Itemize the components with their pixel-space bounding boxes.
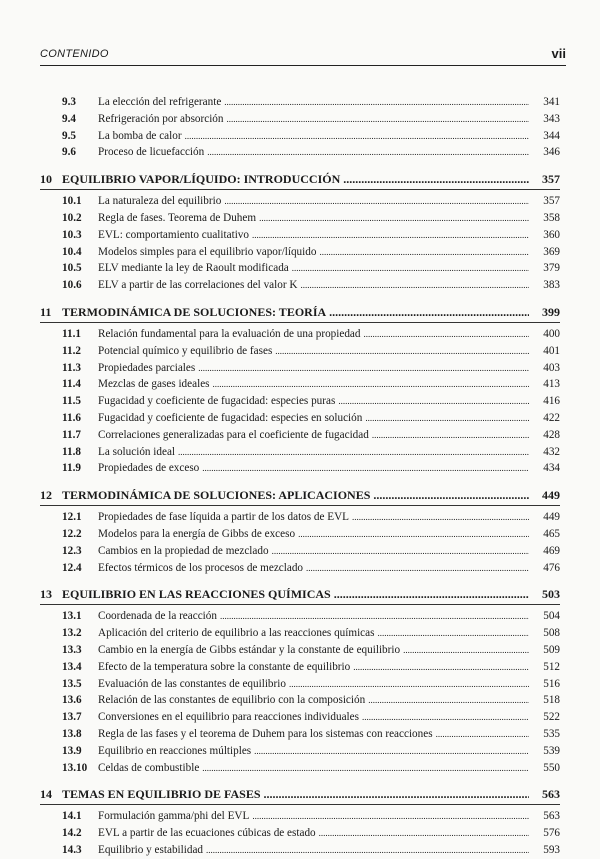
entry-page: 469 bbox=[543, 544, 560, 557]
dot-leader bbox=[198, 360, 529, 377]
toc-entry bbox=[40, 509, 560, 526]
entry-page: 358 bbox=[543, 211, 560, 224]
entry-number: 11.6 bbox=[62, 411, 81, 424]
toc-entry bbox=[40, 726, 560, 743]
chapter-rule bbox=[40, 804, 560, 805]
entry-page: 360 bbox=[543, 228, 560, 241]
dot-leader bbox=[334, 585, 529, 603]
entry-page: 539 bbox=[543, 744, 560, 757]
dot-leader bbox=[254, 743, 529, 760]
entry-number: 13.3 bbox=[62, 643, 82, 656]
chapter-page: 399 bbox=[542, 304, 560, 319]
entry-title: Propiedades de exceso bbox=[98, 462, 200, 475]
entry-title: ELV mediante la ley de Raoult modificada bbox=[98, 262, 289, 275]
entry-number: 14.2 bbox=[62, 827, 82, 840]
chapter-heading bbox=[40, 170, 560, 188]
entry-page: 508 bbox=[543, 627, 560, 640]
entry-number: 11.8 bbox=[62, 445, 81, 458]
entry-page: 344 bbox=[543, 129, 560, 142]
dot-leader bbox=[377, 625, 529, 642]
toc-entry bbox=[40, 543, 560, 560]
toc-entry bbox=[40, 128, 560, 145]
chapter-gap bbox=[40, 294, 560, 303]
entry-title: Relación de las constantes de equilibrio con la composición bbox=[98, 694, 366, 707]
dot-leader bbox=[289, 676, 529, 693]
toc-entry bbox=[40, 244, 560, 261]
entry-page: 504 bbox=[543, 610, 560, 623]
dot-leader bbox=[329, 303, 529, 321]
entry-title: Equilibrio y estabilidad bbox=[98, 843, 204, 856]
toc-entry bbox=[40, 210, 560, 227]
entry-page: 369 bbox=[543, 245, 560, 258]
toc-entry bbox=[40, 376, 560, 393]
toc-entry bbox=[40, 659, 560, 676]
entry-page: 518 bbox=[543, 694, 560, 707]
entry-page: 383 bbox=[543, 279, 560, 292]
entry-page: 535 bbox=[543, 727, 560, 740]
dot-leader bbox=[275, 343, 529, 360]
chapter-block bbox=[40, 585, 560, 776]
chapter-gap bbox=[40, 477, 560, 486]
entry-number: 14.1 bbox=[62, 810, 82, 823]
entry-title: Equilibrio en reacciones múltiples bbox=[98, 744, 252, 757]
entry-number: 13.4 bbox=[62, 660, 82, 673]
toc-entry bbox=[40, 343, 560, 360]
chapter-rule bbox=[40, 505, 560, 506]
dot-leader bbox=[363, 326, 529, 343]
chapter-gap bbox=[40, 776, 560, 785]
chapter-gap bbox=[40, 576, 560, 585]
entry-number: 13.7 bbox=[62, 711, 82, 724]
entry-page: 449 bbox=[543, 511, 560, 524]
entry-number: 9.5 bbox=[62, 129, 76, 142]
chapter-page: 357 bbox=[542, 172, 560, 187]
entry-number: 13.8 bbox=[62, 727, 82, 740]
toc-entry bbox=[40, 760, 560, 777]
entry-title: Correlaciones generalizadas para el coeficiente de fugacidad bbox=[98, 428, 369, 441]
running-header bbox=[40, 48, 566, 64]
entry-title: Fugacidad y coeficiente de fugacidad: especies puras bbox=[98, 395, 336, 408]
entry-title: Propiedades de fase líquida a partir de los datos de EVL bbox=[98, 511, 350, 524]
entry-number: 10.1 bbox=[62, 195, 82, 208]
entry-title: Regla de las fases y el teorema de Duhem para los sistemas con reacciones bbox=[98, 727, 433, 740]
entry-page: 509 bbox=[543, 643, 560, 656]
dot-leader bbox=[365, 410, 529, 427]
entry-number: 10.5 bbox=[62, 262, 82, 275]
entry-number: 9.4 bbox=[62, 112, 76, 125]
dot-leader bbox=[252, 808, 529, 825]
dot-leader bbox=[298, 526, 529, 543]
toc-entry bbox=[40, 144, 560, 161]
entry-page: 413 bbox=[543, 378, 560, 391]
chapter-block bbox=[40, 303, 560, 477]
toc-entry bbox=[40, 743, 560, 760]
chapter-title: EQUILIBRIO EN LAS REACCIONES QUÍMICAS bbox=[62, 587, 331, 602]
chapter-heading bbox=[40, 585, 560, 603]
entry-page: 346 bbox=[543, 146, 560, 159]
dot-leader bbox=[368, 692, 529, 709]
toc-entry bbox=[40, 808, 560, 825]
entry-page: 403 bbox=[543, 361, 560, 374]
dot-leader bbox=[252, 227, 529, 244]
chapter-block bbox=[40, 486, 560, 576]
entry-title: EVL a partir de las ecuaciones cúbicas de estado bbox=[98, 827, 316, 840]
entry-title: Relación fundamental para la evaluación de una propiedad bbox=[98, 327, 361, 340]
entry-number: 10.3 bbox=[62, 228, 82, 241]
entry-page: 400 bbox=[543, 327, 560, 340]
chapter-block bbox=[40, 785, 560, 858]
entry-title: Formulación gamma/phi del EVL bbox=[98, 810, 250, 823]
dot-leader bbox=[227, 111, 530, 128]
entry-title: Propiedades parciales bbox=[98, 361, 196, 374]
dot-leader bbox=[306, 560, 529, 577]
entry-number: 12.2 bbox=[62, 527, 82, 540]
page-number: vii bbox=[551, 46, 566, 61]
entry-number: 9.3 bbox=[62, 96, 76, 108]
entry-page: 432 bbox=[543, 445, 560, 458]
toc-entry bbox=[40, 427, 560, 444]
dot-leader bbox=[220, 608, 529, 625]
entry-title: Modelos simples para el equilibrio vapor/líquido bbox=[98, 245, 317, 258]
dot-leader bbox=[319, 244, 529, 261]
toc-entry bbox=[40, 825, 560, 842]
dot-leader bbox=[372, 427, 529, 444]
entry-page: 593 bbox=[543, 843, 560, 856]
entry-title: Potencial químico y equilibrio de fases bbox=[98, 344, 273, 357]
toc-entry bbox=[40, 277, 560, 294]
entry-title: Efectos térmicos de los procesos de mezclado bbox=[98, 561, 304, 574]
toc-entry bbox=[40, 410, 560, 427]
entry-title: Evaluación de las constantes de equilibrio bbox=[98, 677, 286, 690]
entry-page: 465 bbox=[543, 527, 560, 540]
dot-leader bbox=[264, 785, 530, 803]
entry-number: 11.3 bbox=[62, 361, 81, 374]
entry-title: La solución ideal bbox=[98, 445, 176, 458]
entry-title: ELV a partir de las correlaciones del valor K bbox=[98, 279, 298, 292]
entry-title: Modelos para la energía de Gibbs de exceso bbox=[98, 527, 296, 540]
chapter-page: 503 bbox=[542, 587, 560, 602]
dot-leader bbox=[403, 642, 529, 659]
entry-number: 13.10 bbox=[62, 761, 88, 774]
chapter-title: TERMODINÁMICA DE SOLUCIONES: TEORÍA bbox=[62, 304, 327, 319]
dot-leader bbox=[185, 128, 529, 145]
chapter-title: TEMAS EN EQUILIBRIO DE FASES bbox=[62, 787, 261, 802]
entry-page: 576 bbox=[543, 827, 560, 840]
entry-number: 11.9 bbox=[62, 462, 81, 475]
chapter-heading bbox=[40, 785, 560, 803]
entry-number: 13.2 bbox=[62, 627, 82, 640]
entry-title: La elección del refrigerante bbox=[98, 96, 222, 108]
dot-leader bbox=[259, 210, 529, 227]
entry-title: La bomba de calor bbox=[98, 129, 182, 142]
entry-number: 13.1 bbox=[62, 610, 82, 623]
toc-entry bbox=[40, 560, 560, 577]
header-rule bbox=[40, 65, 566, 66]
entry-title: Mezclas de gases ideales bbox=[98, 378, 210, 391]
toc-entry bbox=[40, 460, 560, 477]
entry-number: 12.4 bbox=[62, 561, 82, 574]
dot-leader bbox=[224, 94, 529, 111]
toc-entry bbox=[40, 625, 560, 642]
toc-entry bbox=[40, 94, 560, 111]
toc-entry bbox=[40, 444, 560, 461]
chapter-number: 11 bbox=[40, 304, 52, 319]
chapter-rule bbox=[40, 604, 560, 605]
entry-number: 11.4 bbox=[62, 378, 81, 391]
table-of-contents bbox=[40, 94, 560, 859]
entry-page: 550 bbox=[543, 761, 560, 774]
lead-sections bbox=[40, 94, 560, 161]
entry-title: Aplicación del criterio de equilibrio a las reacciones químicas bbox=[98, 627, 375, 640]
entry-page: 428 bbox=[543, 428, 560, 441]
entry-page: 563 bbox=[543, 810, 560, 823]
entry-number: 13.6 bbox=[62, 694, 82, 707]
header-title: CONTENIDO bbox=[40, 48, 109, 60]
dot-leader bbox=[300, 277, 529, 294]
entry-page: 357 bbox=[543, 195, 560, 208]
dot-leader bbox=[272, 543, 529, 560]
entry-number: 10.4 bbox=[62, 245, 82, 258]
dot-leader bbox=[213, 376, 529, 393]
toc-entry bbox=[40, 692, 560, 709]
chapter-heading bbox=[40, 486, 560, 504]
toc-entry bbox=[40, 676, 560, 693]
entry-title: Celdas de combustible bbox=[98, 761, 200, 774]
entry-page: 422 bbox=[543, 411, 560, 424]
entry-number: 11.5 bbox=[62, 395, 81, 408]
dot-leader bbox=[202, 760, 529, 777]
dot-leader bbox=[436, 726, 529, 743]
toc-entry bbox=[40, 842, 560, 859]
entry-page: 522 bbox=[543, 711, 560, 724]
entry-page: 434 bbox=[543, 462, 560, 475]
chapter-rule bbox=[40, 189, 560, 190]
entry-number: 12.1 bbox=[62, 511, 82, 524]
chapter-number: 12 bbox=[40, 488, 52, 503]
entry-page: 476 bbox=[543, 561, 560, 574]
chapter-number: 10 bbox=[40, 172, 52, 187]
toc-entry bbox=[40, 227, 560, 244]
chapter-block bbox=[40, 170, 560, 294]
entry-number: 13.9 bbox=[62, 744, 82, 757]
toc-entry bbox=[40, 642, 560, 659]
toc-entry bbox=[40, 526, 560, 543]
chapter-rule bbox=[40, 322, 560, 323]
dot-leader bbox=[353, 659, 529, 676]
toc-entry bbox=[40, 260, 560, 277]
dot-leader bbox=[292, 260, 529, 277]
entry-page: 341 bbox=[543, 96, 560, 108]
dot-leader bbox=[202, 460, 529, 477]
toc-entry bbox=[40, 393, 560, 410]
chapter-page: 449 bbox=[542, 488, 560, 503]
toc-entry bbox=[40, 608, 560, 625]
entry-number: 11.2 bbox=[62, 344, 81, 357]
toc-entry bbox=[40, 111, 560, 128]
entry-number: 14.3 bbox=[62, 843, 82, 856]
dot-leader bbox=[352, 509, 529, 526]
entry-number: 11.7 bbox=[62, 428, 81, 441]
chapter-page: 563 bbox=[542, 787, 560, 802]
entry-number: 11.1 bbox=[62, 327, 81, 340]
chapter-title: TERMODINÁMICA DE SOLUCIONES: APLICACIONES bbox=[62, 488, 371, 503]
entry-title: Conversiones en el equilibrio para reacciones individuales bbox=[98, 711, 359, 724]
entry-page: 416 bbox=[543, 395, 560, 408]
entry-number: 10.2 bbox=[62, 211, 82, 224]
entry-number: 9.6 bbox=[62, 146, 76, 159]
entry-title: La naturaleza del equilibrio bbox=[98, 195, 222, 208]
entry-page: 401 bbox=[543, 344, 560, 357]
entry-title: EVL: comportamiento cualitativo bbox=[98, 228, 249, 241]
chapter-heading bbox=[40, 303, 560, 321]
entry-title: Regla de fases. Teorema de Duhem bbox=[98, 211, 257, 224]
entry-page: 379 bbox=[543, 262, 560, 275]
dot-leader bbox=[319, 825, 529, 842]
entry-title: Refrigeración por absorción bbox=[98, 112, 224, 125]
entry-title: Coordenada de la reacción bbox=[98, 610, 217, 623]
entry-number: 10.6 bbox=[62, 279, 82, 292]
dot-leader bbox=[178, 444, 529, 461]
entry-number: 12.3 bbox=[62, 544, 82, 557]
entry-page: 343 bbox=[543, 112, 560, 125]
chapter-number: 14 bbox=[40, 787, 52, 802]
chapter-title: EQUILIBRIO VAPOR/LÍQUIDO: INTRODUCCIÓN bbox=[62, 172, 341, 187]
entry-title: Fugacidad y coeficiente de fugacidad: especies en solución bbox=[98, 411, 363, 424]
dot-leader bbox=[224, 193, 529, 210]
dot-leader bbox=[207, 144, 529, 161]
toc-entry bbox=[40, 360, 560, 377]
dot-leader bbox=[362, 709, 529, 726]
toc-entry bbox=[40, 326, 560, 343]
dot-leader bbox=[343, 170, 529, 188]
dot-leader bbox=[206, 842, 529, 859]
entry-title: Cambios en la propiedad de mezclado bbox=[98, 544, 269, 557]
entry-number: 13.5 bbox=[62, 677, 82, 690]
toc-entry bbox=[40, 709, 560, 726]
entry-title: Cambio en la energía de Gibbs estándar y la constante de equilibrio bbox=[98, 643, 401, 656]
entry-title: Proceso de licuefacción bbox=[98, 146, 205, 159]
toc-entry bbox=[40, 193, 560, 210]
entry-page: 516 bbox=[543, 677, 560, 690]
dot-leader bbox=[373, 486, 529, 504]
dot-leader bbox=[338, 393, 529, 410]
chapter-number: 13 bbox=[40, 587, 52, 602]
entry-page: 512 bbox=[543, 660, 560, 673]
entry-title: Efecto de la temperatura sobre la constante de equilibrio bbox=[98, 660, 351, 673]
